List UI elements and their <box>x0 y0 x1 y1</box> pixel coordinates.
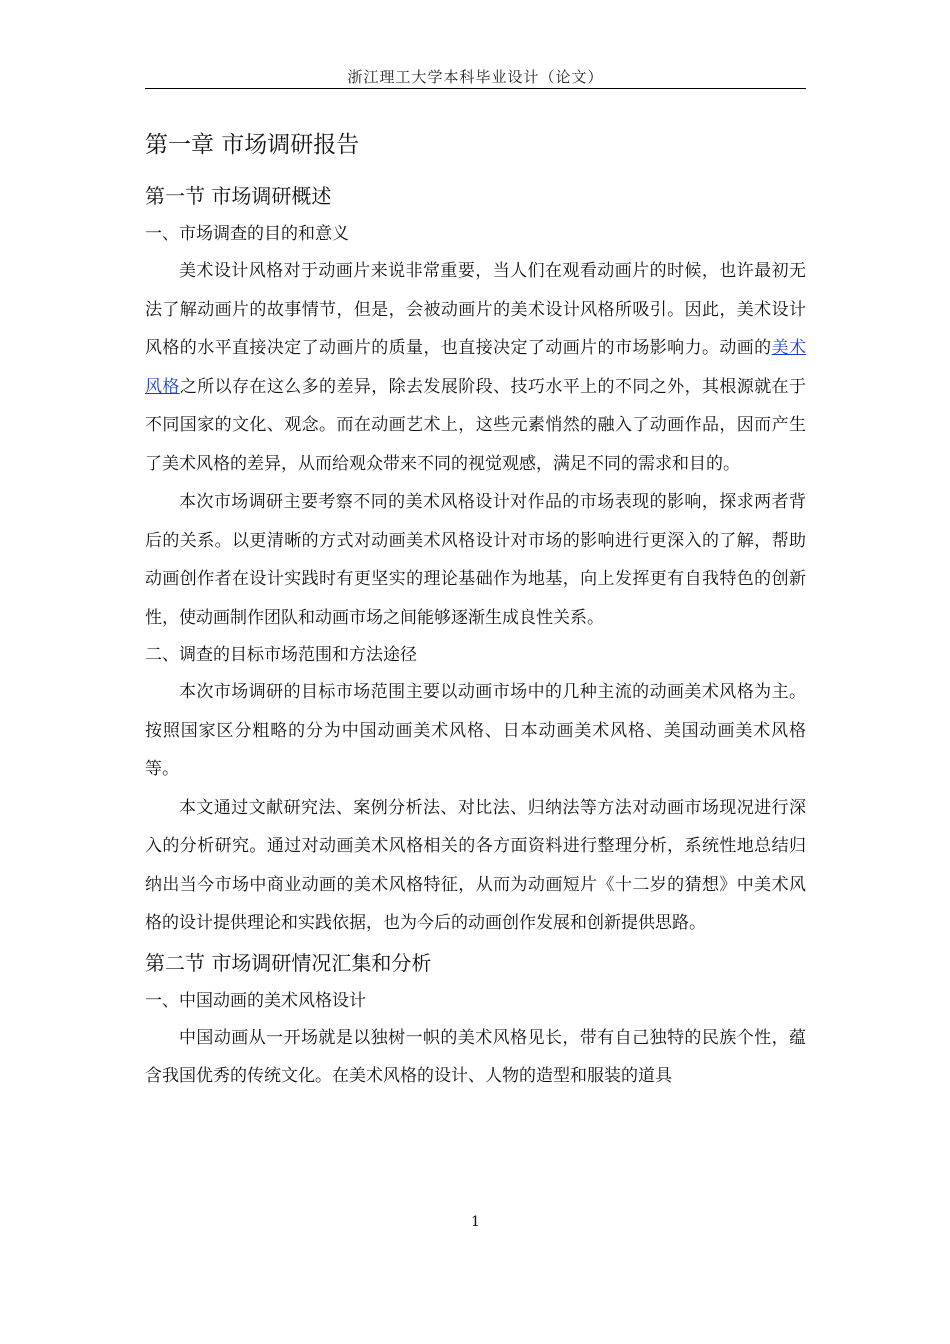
section-title-2: 第二节 市场调研情况汇集和分析 <box>145 950 432 975</box>
header-rule <box>145 88 806 89</box>
section-title-1: 第一节 市场调研概述 <box>145 184 332 208</box>
paragraph-2: 本次市场调研主要考察不同的美术风格设计对作品的市场表现的影响，探求两者背后的关系。以更清晰的方式对动画美术风格设计对市场的影响进行更深入的了解，帮助动画创作者在设计实践时有更坚实的理论基础作为地基，向上发挥更有自我特色的创新性，使动画制作团队和动画市场之间能够逐渐生成良性关系。 <box>145 492 806 628</box>
page-number: 1 <box>471 1214 480 1230</box>
paragraph-1-text-a: 美术设计风格对于动画片来说非常重要，当人们在观看动画片的时候，也许最初无法了解动画片的故事情节，但是，会被动画片的美术设计风格所吸引。因此，美术设计风格的水平直接决定了动画片的质量，也直接决定了动画片的市场影响力。动画的 <box>145 261 806 358</box>
art-style-link[interactable]: 美术风格 <box>145 338 806 397</box>
subsection-title-1-1: 一、市场调查的目的和意义 <box>145 224 349 244</box>
subsection-title-1-2: 二、调查的目标市场范围和方法途径 <box>145 645 417 665</box>
paragraph-1 <box>145 252 806 483</box>
paragraph-3: 本次市场调研的目标市场范围主要以动画市场中的几种主流的动画美术风格为主。按照国家区分粗略的分为中国动画美术风格、日本动画美术风格、美国动画美术风格等。 <box>145 682 806 779</box>
paragraph-1-text-b: 之所以存在这么多的差异，除去发展阶段、技巧水平上的不同之外，其根源就在于不同国家的文化、观念。而在动画艺术上，这些元素悄然的融入了动画作品，因而产生了美术风格的差异，从而给观众带来不同的视觉观感，满足不同的需求和目的。 <box>145 376 807 474</box>
chapter-title: 第一章 市场调研报告 <box>145 132 360 158</box>
paragraph-4: 本文通过文献研究法、案例分析法、对比法、归纳法等方法对动画市场现况进行深入的分析研究。通过对动画美术风格相关的各方面资料进行整理分析，系统性地总结归纳出当今市场中商业动画的美术风格特征，从而为动画短片《十二岁的猜想》中美术风格的设计提供理论和实践依据，也为今后的动画创作发展和创新提供思路。 <box>145 797 806 933</box>
paragraph-5: 中国动画从一开场就是以独树一帜的美术风格见长，带有自己独特的民族个性，蕴含我国优秀的传统文化。在美术风格的设计、人物的造型和服装的道具 <box>145 1027 806 1086</box>
page-content <box>145 122 806 1096</box>
subsection-title-2-1: 一、中国动画的美术风格设计 <box>145 990 366 1011</box>
running-header: 浙江理工大学本科毕业设计（论文） <box>347 68 604 86</box>
